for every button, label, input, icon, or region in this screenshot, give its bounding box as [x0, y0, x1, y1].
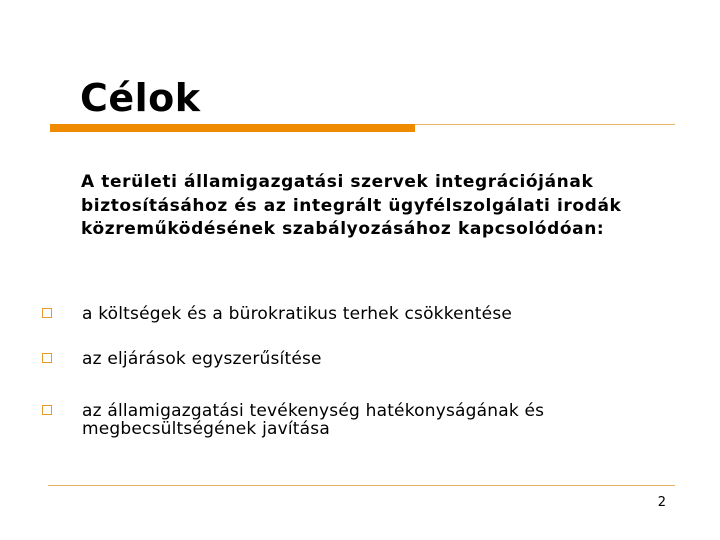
- bullet-text: az eljárások egyszerűsítése: [82, 349, 322, 369]
- hollow-square-icon: [42, 405, 52, 415]
- intro-paragraph: A területi államigazgatási szervek integrációjának biztosításához és az integrált ügyfélszolgálati irodák közreműködésének szabályozásához kapcsolódóan:: [81, 172, 622, 239]
- slide-title: Célok: [80, 76, 201, 120]
- bullet-text: az államigazgatási tevékenység hatékonyságának és megbecsültségének javítása: [82, 401, 545, 439]
- bullet-text: a költségek és a bürokratikus terhek csökkentése: [82, 304, 513, 324]
- page-number: 2: [657, 495, 666, 510]
- hollow-square-icon: [42, 308, 52, 318]
- hollow-square-icon: [42, 353, 52, 363]
- title-accent-bar: [50, 124, 415, 132]
- footer-divider-line: [48, 485, 675, 486]
- title-divider-line: [415, 124, 675, 125]
